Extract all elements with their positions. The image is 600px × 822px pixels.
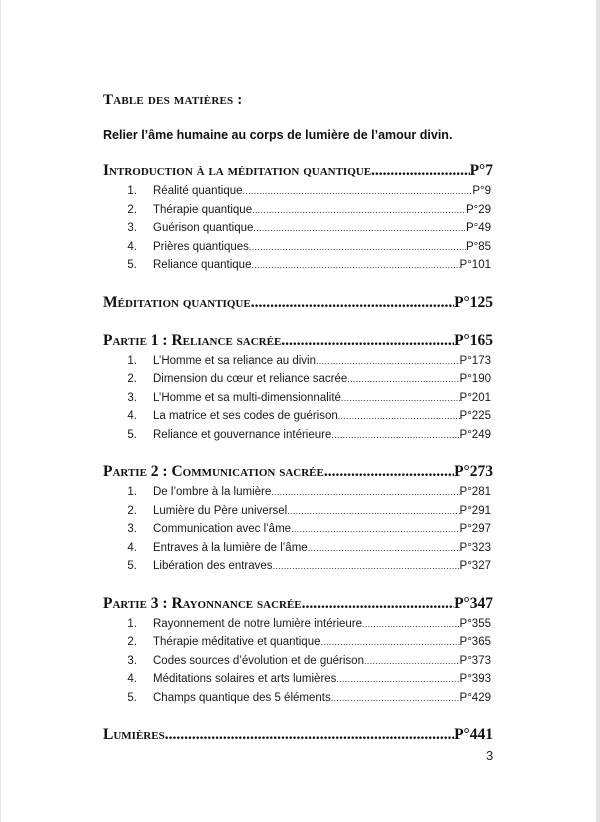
toc-entry[interactable]	[103, 483, 493, 502]
entry-title: La matrice et ses codes de guérison	[153, 410, 338, 422]
dot-leader	[252, 201, 466, 220]
entry-number: 5.	[127, 259, 137, 271]
toc-entry[interactable]	[103, 219, 493, 238]
dot-leader	[371, 161, 470, 181]
book-subtitle: Relier l’âme humaine au corps de lumière de l’amour divin.	[103, 128, 453, 142]
entry-title: L’Homme et sa reliance au divin	[153, 354, 316, 367]
dot-leader	[364, 652, 460, 671]
entry-title: Communication avec l’âme	[153, 523, 292, 535]
dot-leader	[316, 352, 460, 371]
entry-title: Thérapie méditative et quantique	[153, 636, 321, 648]
entry-number: 3.	[127, 523, 137, 535]
entry-page-ref: P°291	[459, 504, 491, 517]
section-title: Méditation quantique	[103, 293, 251, 311]
entry-page-ref: P°49	[465, 222, 491, 234]
entry-page-ref: P°373	[459, 654, 491, 667]
entry-number: 3.	[127, 654, 137, 667]
toc-entry[interactable]	[103, 633, 493, 652]
dot-leader	[251, 256, 459, 275]
toc-entry[interactable]	[103, 201, 493, 220]
dot-leader	[336, 670, 459, 689]
dot-leader	[287, 502, 459, 521]
toc-entry[interactable]	[103, 652, 493, 671]
entry-number: 4.	[127, 240, 137, 253]
toc-section-heading[interactable]	[103, 594, 493, 614]
toc-item-list	[103, 182, 493, 275]
dot-leader	[271, 483, 459, 502]
toc-entry[interactable]	[103, 389, 493, 408]
entry-number: 4.	[127, 410, 137, 422]
entry-page-ref: P°365	[459, 636, 491, 648]
entry-number: 5.	[127, 691, 137, 704]
dot-leader	[324, 462, 454, 482]
dot-leader	[341, 389, 460, 408]
entry-title: Méditations solaires et arts lumières	[153, 673, 337, 685]
entry-title: Reliance quantique	[153, 259, 252, 271]
entry-page-ref: P°355	[459, 617, 491, 630]
dot-leader	[165, 725, 454, 745]
entry-number: 3.	[127, 222, 137, 234]
entry-number: 2.	[127, 203, 137, 216]
page-number: 3	[486, 748, 494, 763]
entry-title: Libération des entraves	[153, 560, 273, 572]
entry-number: 1.	[127, 486, 137, 498]
toc-section-heading[interactable]	[103, 462, 493, 482]
entry-page-ref: P°201	[459, 391, 491, 404]
toc-section-heading[interactable]	[103, 331, 493, 351]
toc-entry[interactable]	[103, 557, 493, 576]
entry-number: 3.	[127, 391, 137, 404]
section-title: Partie 2 : Communication sacrée	[103, 463, 324, 480]
toc-entry[interactable]	[103, 407, 493, 426]
toc-section-heading[interactable]	[103, 725, 493, 745]
entry-page-ref: P°393	[459, 673, 491, 685]
toc-title: Table des matières :	[103, 92, 243, 108]
section-title: Lumières	[103, 726, 165, 743]
entry-title: Thérapie quantique	[153, 203, 253, 216]
entry-page-ref: P°297	[459, 523, 491, 535]
toc-entry[interactable]	[103, 502, 493, 521]
toc-section	[103, 725, 493, 745]
entry-page-ref: P°249	[459, 428, 491, 441]
toc-section	[103, 331, 493, 445]
entry-page-ref: P°327	[459, 560, 491, 572]
section-page-ref: P°273	[454, 463, 493, 480]
toc-entry[interactable]	[103, 256, 493, 275]
entry-page-ref: P°323	[459, 541, 491, 554]
section-page-ref: P°125	[454, 293, 493, 311]
entry-number: 1.	[127, 354, 137, 367]
dot-leader	[321, 633, 460, 652]
dot-leader	[331, 426, 459, 445]
entry-number: 2.	[127, 373, 137, 385]
entry-title: Réalité quantique	[153, 185, 243, 197]
toc-section-heading[interactable]	[103, 293, 493, 313]
dot-leader	[347, 370, 459, 389]
dot-leader	[273, 557, 460, 576]
entry-page-ref: P°173	[459, 354, 491, 367]
dot-leader	[281, 331, 454, 351]
section-title: Partie 1 : Reliance sacrée	[103, 331, 282, 349]
toc-entry[interactable]	[103, 182, 493, 201]
toc-entry[interactable]	[103, 238, 493, 257]
toc-entry[interactable]	[103, 615, 493, 634]
entry-title: Guérison quantique	[153, 222, 254, 234]
entry-number: 2.	[127, 636, 137, 648]
toc-item-list	[103, 352, 493, 445]
section-page-ref: P°347	[454, 594, 493, 612]
toc-entry[interactable]	[103, 539, 493, 558]
entry-page-ref: P°85	[465, 240, 491, 253]
entry-title: Champs quantique des 5 éléments	[153, 691, 331, 704]
entry-page-ref: P°225	[459, 410, 491, 422]
entry-number: 5.	[127, 560, 137, 572]
entry-page-ref: P°190	[459, 373, 491, 385]
toc-section	[103, 293, 493, 313]
entry-page-ref: P°9	[472, 185, 491, 197]
entry-number: 5.	[127, 428, 137, 441]
toc-section-heading[interactable]	[103, 161, 493, 181]
dot-leader	[338, 407, 460, 426]
scrollbar-track[interactable]	[596, 0, 600, 822]
entry-page-ref: P°29	[465, 203, 491, 216]
entry-title: Dimension du cœur et reliance sacrée	[153, 373, 348, 385]
dot-leader	[253, 219, 466, 238]
entry-number: 2.	[127, 504, 137, 517]
entry-number: 1.	[127, 185, 137, 197]
dot-leader	[291, 520, 459, 539]
toc-entry[interactable]	[103, 520, 493, 539]
toc-entry[interactable]	[103, 670, 493, 689]
entry-page-ref: P°429	[459, 691, 491, 704]
entry-title: Entraves à la lumière de l’âme	[153, 541, 308, 554]
entry-number: 4.	[127, 673, 137, 685]
entry-page-ref: P°281	[459, 486, 491, 498]
entry-number: 1.	[127, 617, 137, 630]
section-page-ref: P°441	[454, 726, 493, 743]
dot-leader	[331, 689, 460, 708]
entry-title: Reliance et gouvernance intérieure	[153, 428, 332, 441]
toc-entry[interactable]	[103, 370, 493, 389]
entry-title: L’Homme et sa multi-dimensionnalité	[153, 391, 341, 404]
toc-entry[interactable]	[103, 426, 493, 445]
dot-leader	[251, 293, 454, 313]
dot-leader	[243, 182, 473, 201]
entry-page-ref: P°101	[459, 259, 491, 271]
dot-leader	[308, 539, 460, 558]
entry-title: Rayonnement de notre lumière intérieure	[153, 617, 363, 630]
dot-leader	[302, 594, 454, 614]
entry-title: De l’ombre à la lumière	[153, 486, 272, 498]
section-page-ref: P°165	[454, 331, 493, 349]
toc-section	[103, 594, 493, 708]
toc-item-list	[103, 615, 493, 708]
section-page-ref: P°7	[469, 162, 493, 179]
toc-item-list	[103, 483, 493, 576]
section-title: Partie 3 : Rayonnance sacrée	[103, 594, 302, 612]
entry-number: 4.	[127, 541, 137, 554]
toc-section	[103, 161, 493, 275]
entry-title: Codes sources d’évolution et de guérison	[153, 654, 364, 667]
section-title: Introduction à la méditation quantique	[103, 162, 372, 179]
toc-section	[103, 462, 493, 576]
toc-entry[interactable]	[103, 352, 493, 371]
dot-leader	[249, 238, 466, 257]
entry-title: Lumière du Père universel	[153, 504, 288, 517]
entry-title: Prières quantiques	[153, 240, 249, 253]
table-of-contents	[103, 161, 493, 745]
dot-leader	[362, 615, 459, 634]
toc-entry[interactable]	[103, 689, 493, 708]
